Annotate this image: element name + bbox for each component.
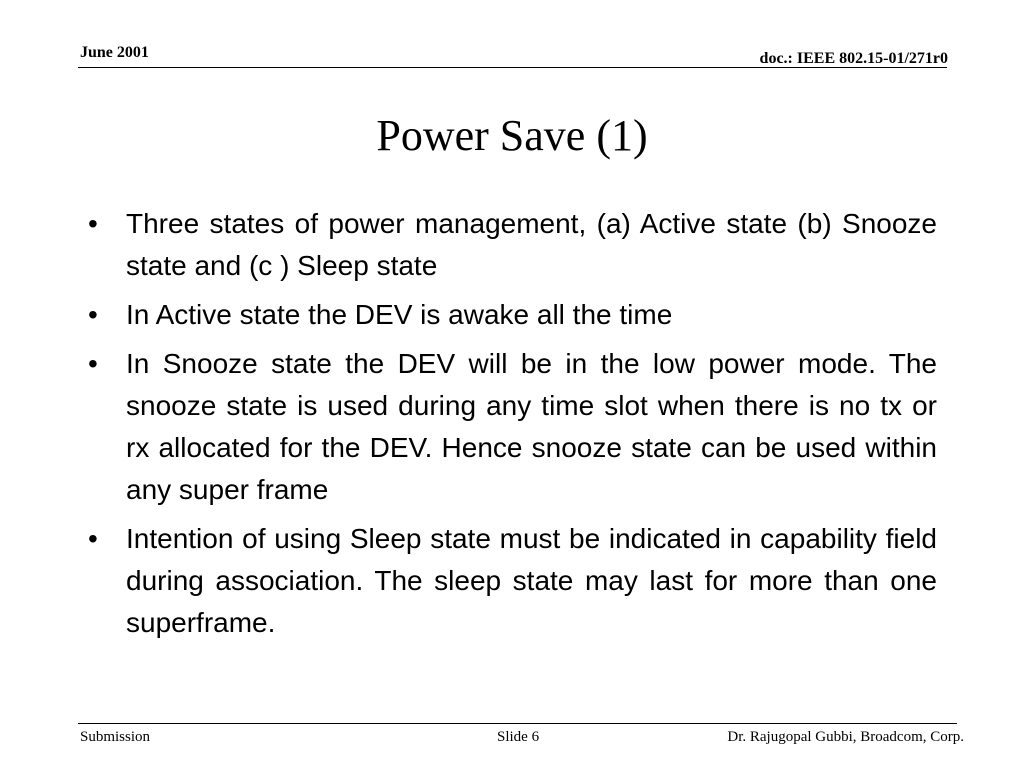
bullet-item <box>88 518 937 644</box>
slide-title: Power Save (1) <box>376 111 648 160</box>
bullet-item <box>88 343 937 511</box>
footer-divider <box>78 723 957 724</box>
bullet-icon: • <box>88 208 98 239</box>
bullet-icon: • <box>88 523 98 554</box>
header-divider <box>78 67 947 68</box>
header-doc-id: doc.: IEEE 802.15-01/271r0 <box>759 50 948 67</box>
bullet-item <box>88 203 937 287</box>
bullet-list <box>88 203 937 651</box>
bullet-text: In Active state the DEV is awake all the time <box>126 299 673 330</box>
footer-author: Dr. Rajugopal Gubbi, Broadcom, Corp. <box>727 729 964 745</box>
bullet-icon: • <box>88 348 98 379</box>
bullet-text: Intention of using Sleep state must be indicated in capability field during association. The sleep state may last for more than one superframe. <box>126 523 937 638</box>
bullet-item <box>88 294 937 336</box>
footer-submission: Submission <box>80 729 151 745</box>
header-date: June 2001 <box>80 44 149 61</box>
bullet-icon: • <box>88 299 98 330</box>
bullet-text: In Snooze state the DEV will be in the low power mode. The snooze state is used during any time slot when there is no tx or rx allocated for the DEV. Hence snooze state can be used within any super frame <box>126 348 937 505</box>
footer-slide-number: Slide 6 <box>497 729 540 745</box>
bullet-text: Three states of power management, (a) Active state (b) Snooze state and (c ) Sleep state <box>126 208 937 281</box>
